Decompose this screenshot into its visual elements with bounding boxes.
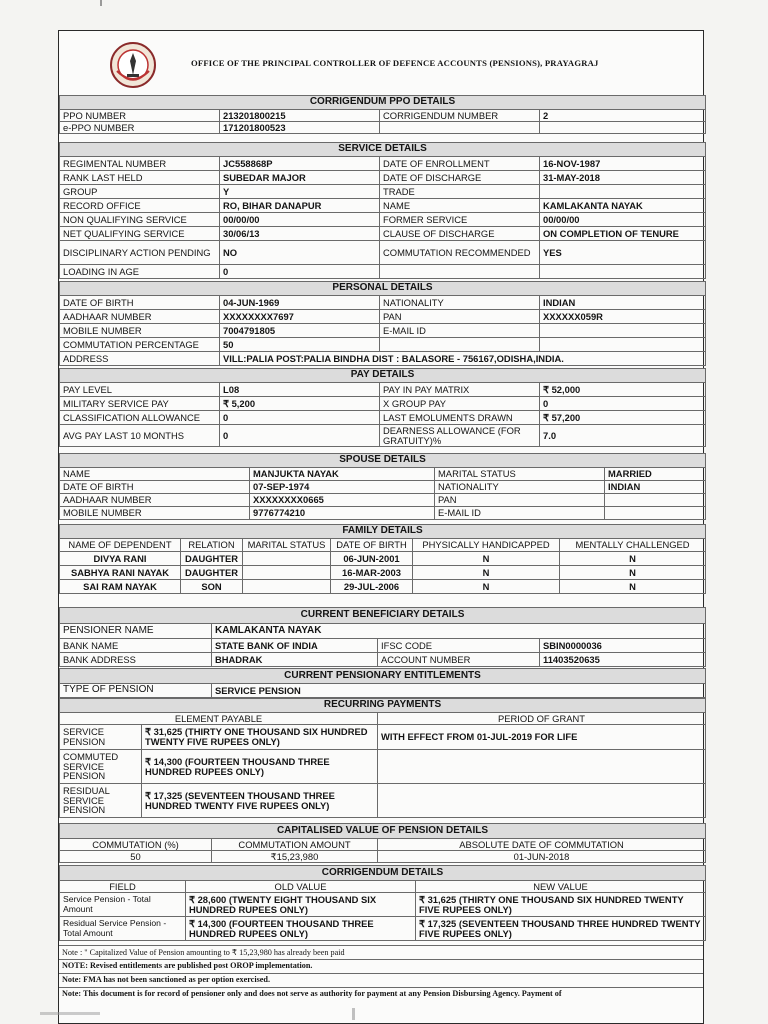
field-label: BANK NAME — [60, 639, 212, 653]
element-value: ₹ 31,625 (THIRTY ONE THOUSAND SIX HUNDRED TWENTY FIVE RUPEES ONLY) — [142, 725, 378, 750]
field-label: PAY IN PAY MATRIX — [380, 383, 540, 397]
field-value: YES — [540, 241, 706, 265]
field-label: PENSIONER NAME — [60, 624, 212, 639]
field-label: NON QUALIFYING SERVICE — [60, 213, 220, 227]
column-header: COMMUTATION (%) — [60, 839, 212, 851]
field-label: RECORD OFFICE — [60, 199, 220, 213]
corrigendum-old-value: ₹ 28,600 (TWENTY EIGHT THOUSAND SIX HUNDRED RUPEES ONLY) — [186, 893, 416, 917]
field-label: MOBILE NUMBER — [60, 507, 250, 520]
element-value: ₹ 17,325 (SEVENTEEN THOUSAND THREE HUNDRED TWENTY FIVE RUPEES ONLY) — [142, 784, 378, 818]
field-value — [605, 494, 706, 507]
scan-artifact — [352, 1008, 355, 1020]
pay-details-table — [59, 368, 706, 447]
field-value: INDIAN — [605, 481, 706, 494]
element-label: SERVICE PENSION — [60, 725, 142, 750]
ppo-number: 213201800215 — [220, 110, 380, 122]
section-title: PAY DETAILS — [60, 369, 706, 383]
field-value: XXXXXXXX7697 — [220, 310, 380, 324]
field-label: DATE OF ENROLLMENT — [380, 157, 540, 171]
column-header: PHYSICALLY HANDICAPPED — [413, 539, 560, 552]
field-label: DATE OF BIRTH — [60, 481, 250, 494]
field-label: CLASSIFICATION ALLOWANCE — [60, 411, 220, 425]
field-label: RANK LAST HELD — [60, 171, 220, 185]
field-label: MOBILE NUMBER — [60, 324, 220, 338]
field-value: L08 — [220, 383, 380, 397]
field-value: 0 — [220, 411, 380, 425]
scan-artifact — [40, 1012, 100, 1015]
dependent-name: DIVYA RANI — [60, 552, 181, 566]
field-label: DEARNESS ALLOWANCE (FOR GRATUITY)% — [380, 425, 540, 447]
section-title: CURRENT BENEFICIARY DETAILS — [60, 608, 706, 624]
dependent-name: SABHYA RANI NAYAK — [60, 566, 181, 580]
field-label: MILITARY SERVICE PAY — [60, 397, 220, 411]
field-label: REGIMENTAL NUMBER — [60, 157, 220, 171]
field-label: AADHAAR NUMBER — [60, 310, 220, 324]
field-label: PAY LEVEL — [60, 383, 220, 397]
scan-artifact — [100, 0, 102, 6]
address-value: VILL:PALIA POST:PALIA BINDHA DIST : BALASORE - 756167,ODISHA,INDIA. — [220, 352, 706, 366]
section-title: CURRENT PENSIONARY ENTITLEMENTS — [60, 669, 706, 684]
field-value: ₹ 52,000 — [540, 383, 706, 397]
field-value: MANJUKTA NAYAK — [250, 468, 435, 481]
field-label: IFSC CODE — [378, 639, 540, 653]
dependent-name: SAI RAM NAYAK — [60, 580, 181, 594]
dependent-mentally-challenged: N — [560, 566, 706, 580]
field-value: 00/00/00 — [540, 213, 706, 227]
column-header: COMMUTATION AMOUNT — [212, 839, 378, 851]
corrigendum-field: Service Pension - Total Amount — [60, 893, 186, 917]
field-value — [605, 507, 706, 520]
field-label: DISCIPLINARY ACTION PENDING — [60, 241, 220, 265]
table-row — [60, 784, 706, 818]
field-label: TRADE — [380, 185, 540, 199]
table-row — [60, 893, 706, 917]
note-line: NOTE: Revised entitlements are published post OROP implementation. — [59, 959, 703, 973]
field-value: XXXXXXXX0665 — [250, 494, 435, 507]
field-value: ON COMPLETION OF TENURE — [540, 227, 706, 241]
section-title: CORRIGENDUM DETAILS — [60, 866, 706, 881]
column-header: PERIOD OF GRANT — [378, 713, 706, 725]
field-value: ₹ 5,200 — [220, 397, 380, 411]
corrigendum-new-value: ₹ 17,325 (SEVENTEEN THOUSAND THREE HUNDRED TWENTY FIVE RUPEES ONLY) — [416, 917, 706, 941]
column-header: FIELD — [60, 881, 186, 893]
table-row — [60, 580, 706, 594]
bank-name: STATE BANK OF INDIA — [212, 639, 378, 653]
field-value: 7004791805 — [220, 324, 380, 338]
dependent-dob: 16-MAR-2003 — [331, 566, 413, 580]
field-value: 0 — [220, 265, 380, 279]
field-label: MARITAL STATUS — [435, 468, 605, 481]
field-label: LOADING IN AGE — [60, 265, 220, 279]
field-label: PPO NUMBER — [60, 110, 220, 122]
field-label: DATE OF DISCHARGE — [380, 171, 540, 185]
field-label: E-MAIL ID — [380, 324, 540, 338]
field-label: ADDRESS — [60, 352, 220, 366]
field-label: TYPE OF PENSION — [60, 684, 212, 698]
field-value: MARRIED — [605, 468, 706, 481]
field-label: NET QUALIFYING SERVICE — [60, 227, 220, 241]
corrigendum-ppo-table — [59, 95, 706, 134]
field-label: COMMUTATION PERCENTAGE — [60, 338, 220, 352]
field-label: X GROUP PAY — [380, 397, 540, 411]
field-value: ₹ 57,200 — [540, 411, 706, 425]
dependent-mentally-challenged: N — [560, 580, 706, 594]
field-label: LAST EMOLUMENTS DRAWN — [380, 411, 540, 425]
grant-period — [378, 784, 706, 818]
field-label: NAME — [380, 199, 540, 213]
field-value — [540, 324, 706, 338]
table-row — [60, 750, 706, 784]
commutation-percent: 50 — [60, 851, 212, 863]
field-value: 31-MAY-2018 — [540, 171, 706, 185]
field-value: KAMLAKANTA NAYAK — [540, 199, 706, 213]
field-label: BANK ADDRESS — [60, 653, 212, 667]
corrigendum-new-value: ₹ 31,625 (THIRTY ONE THOUSAND SIX HUNDRED TWENTY FIVE RUPEES ONLY) — [416, 893, 706, 917]
field-value: 9776774210 — [250, 507, 435, 520]
column-header: MARITAL STATUS — [243, 539, 331, 552]
field-value: SUBEDAR MAJOR — [220, 171, 380, 185]
column-header: NAME OF DEPENDENT — [60, 539, 181, 552]
dependent-relation: DAUGHTER — [181, 566, 243, 580]
element-label: RESIDUAL SERVICE PENSION — [60, 784, 142, 818]
field-label: PAN — [435, 494, 605, 507]
note-line: Note : " Capitalized Value of Pension amounting to ₹ 15,23,980 has already been paid — [59, 945, 703, 959]
column-header: RELATION — [181, 539, 243, 552]
dependent-handicapped: N — [413, 566, 560, 580]
field-value: JC558868P — [220, 157, 380, 171]
table-row — [60, 552, 706, 566]
dependent-dob: 06-JUN-2001 — [331, 552, 413, 566]
field-label: ACCOUNT NUMBER — [378, 653, 540, 667]
section-title: CAPITALISED VALUE OF PENSION DETAILS — [60, 824, 706, 839]
field-value: 0 — [540, 397, 706, 411]
spouse-details-table — [59, 453, 706, 520]
notes-section — [59, 945, 703, 1001]
corrigendum-details-table — [59, 865, 706, 941]
service-details-table — [59, 142, 706, 279]
corrigendum-number: 2 — [540, 110, 706, 122]
beneficiary-details-table — [59, 607, 706, 667]
grant-period: WITH EFFECT FROM 01-JUL-2019 FOR LIFE — [378, 725, 706, 750]
dependent-mentally-challenged: N — [560, 552, 706, 566]
bank-address: BHADRAK — [212, 653, 378, 667]
column-header: OLD VALUE — [186, 881, 416, 893]
entitlements-table — [59, 668, 706, 698]
capitalised-value-table — [59, 823, 706, 863]
table-row — [60, 917, 706, 941]
element-label: COMMUTED SERVICE PENSION — [60, 750, 142, 784]
column-header: ABSOLUTE DATE OF COMMUTATION — [378, 839, 706, 851]
field-value: 16-NOV-1987 — [540, 157, 706, 171]
commutation-amount: ₹15,23,980 — [212, 851, 378, 863]
pensioner-name: KAMLAKANTA NAYAK — [212, 624, 706, 639]
column-header: DATE OF BIRTH — [331, 539, 413, 552]
document-header — [59, 31, 703, 96]
corrigendum-field: Residual Service Pension - Total Amount — [60, 917, 186, 941]
ppo-document — [58, 30, 704, 1024]
field-label: COMMUTATION RECOMMENDED — [380, 241, 540, 265]
field-value: Y — [220, 185, 380, 199]
account-number: 11403520635 — [540, 653, 706, 667]
section-title: CORRIGENDUM PPO DETAILS — [60, 96, 706, 110]
dependent-marital-status — [243, 552, 331, 566]
field-label: NAME — [60, 468, 250, 481]
field-value: 50 — [220, 338, 380, 352]
field-value: 04-JUN-1969 — [220, 296, 380, 310]
note-line: Note: This document is for record of pensioner only and does not serve as authority for payment at any Pension Disbursing Agency. Payment of — [59, 987, 703, 1001]
field-value: 00/00/00 — [220, 213, 380, 227]
field-label: CLAUSE OF DISCHARGE — [380, 227, 540, 241]
field-label: NATIONALITY — [380, 296, 540, 310]
table-row — [60, 725, 706, 750]
column-header: ELEMENT PAYABLE — [60, 713, 378, 725]
dependent-handicapped: N — [413, 552, 560, 566]
field-label: DATE OF BIRTH — [60, 296, 220, 310]
personal-details-table — [59, 281, 706, 366]
office-title: OFFICE OF THE PRINCIPAL CONTROLLER OF DEFENCE ACCOUNTS (PENSIONS), PRAYAGRAJ — [191, 58, 599, 68]
dependent-handicapped: N — [413, 580, 560, 594]
dependent-dob: 29-JUL-2006 — [331, 580, 413, 594]
field-label: e-PPO NUMBER — [60, 122, 220, 134]
field-label: AVG PAY LAST 10 MONTHS — [60, 425, 220, 447]
recurring-payments-table — [59, 698, 706, 818]
family-details-table — [59, 524, 706, 594]
section-title: PERSONAL DETAILS — [60, 282, 706, 296]
dependent-marital-status — [243, 580, 331, 594]
field-value: 07-SEP-1974 — [250, 481, 435, 494]
field-label: FORMER SERVICE — [380, 213, 540, 227]
corrigendum-old-value: ₹ 14,300 (FOURTEEN THOUSAND THREE HUNDRED RUPEES ONLY) — [186, 917, 416, 941]
field-label: PAN — [380, 310, 540, 324]
field-value: RO, BIHAR DANAPUR — [220, 199, 380, 213]
eppo-number: 171201800523 — [220, 122, 380, 134]
column-header: MENTALLY CHALLENGED — [560, 539, 706, 552]
field-value: 30/06/13 — [220, 227, 380, 241]
field-value — [540, 185, 706, 199]
section-title: FAMILY DETAILS — [60, 525, 706, 539]
pcda-emblem-icon — [109, 41, 157, 89]
field-value: INDIAN — [540, 296, 706, 310]
table-row — [60, 566, 706, 580]
field-label: AADHAAR NUMBER — [60, 494, 250, 507]
section-title: RECURRING PAYMENTS — [60, 699, 706, 713]
column-header: NEW VALUE — [416, 881, 706, 893]
field-value: NO — [220, 241, 380, 265]
note-line: Note: FMA has not been sanctioned as per option exercised. — [59, 973, 703, 987]
field-label: NATIONALITY — [435, 481, 605, 494]
field-label: E-MAIL ID — [435, 507, 605, 520]
section-title: SPOUSE DETAILS — [60, 454, 706, 468]
field-value: 0 — [220, 425, 380, 447]
field-label: GROUP — [60, 185, 220, 199]
dependent-relation: DAUGHTER — [181, 552, 243, 566]
dependent-relation: SON — [181, 580, 243, 594]
dependent-marital-status — [243, 566, 331, 580]
pension-type: SERVICE PENSION — [212, 684, 706, 698]
element-value: ₹ 14,300 (FOURTEEN THOUSAND THREE HUNDRED RUPEES ONLY) — [142, 750, 378, 784]
grant-period — [378, 750, 706, 784]
commutation-date: 01-JUN-2018 — [378, 851, 706, 863]
field-value: 7.0 — [540, 425, 706, 447]
field-value: XXXXXX059R — [540, 310, 706, 324]
field-label: CORRIGENDUM NUMBER — [380, 110, 540, 122]
ifsc-code: SBIN0000036 — [540, 639, 706, 653]
section-title: SERVICE DETAILS — [60, 143, 706, 157]
